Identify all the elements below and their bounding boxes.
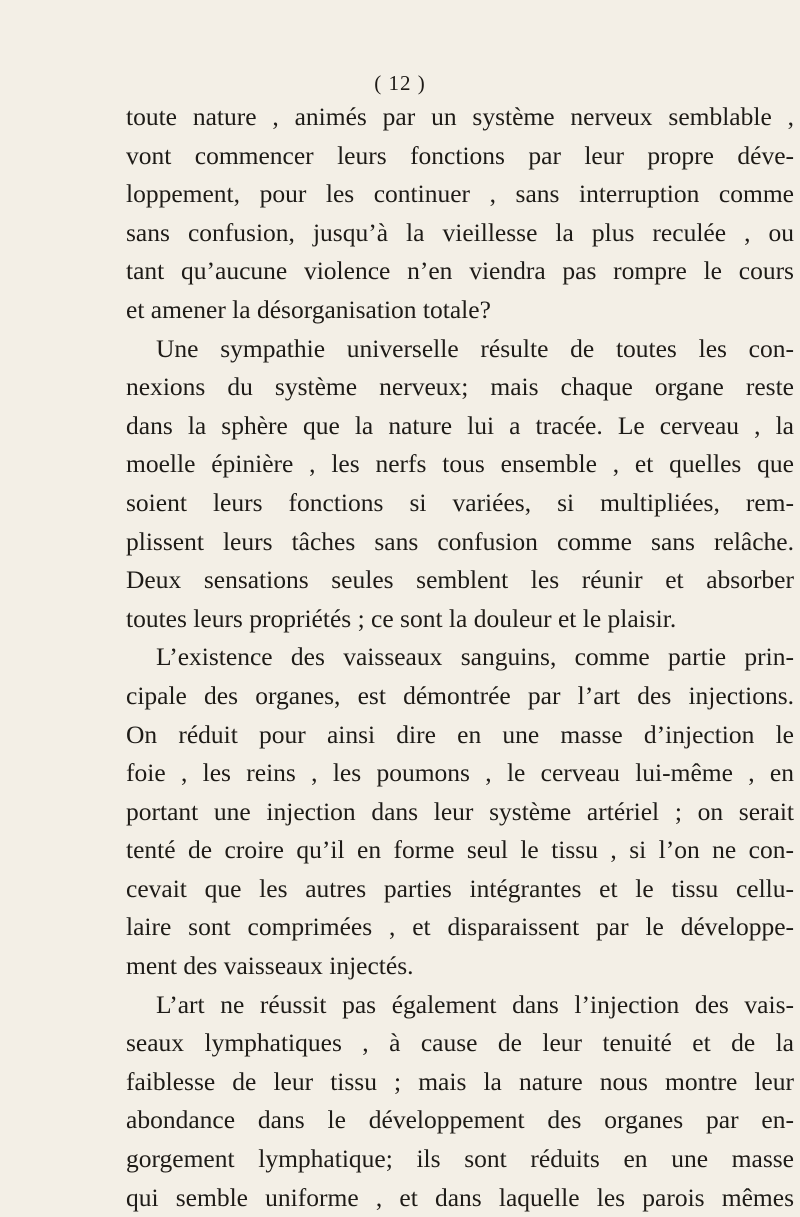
- page-number: ( 12 ): [374, 71, 426, 95]
- text-line: soient leurs fonctions si variées, si multipliées, rem-: [126, 487, 794, 517]
- text-line: portant une injection dans leur système artériel ; on serait: [126, 796, 794, 826]
- text-line: qui semble uniforme , et dans laquelle les parois mêmes: [126, 1182, 794, 1212]
- text-line: nexions du système nerveux; mais chaque organe reste: [126, 372, 794, 402]
- text-line: tenté de croire qu’il en forme seul le tissu , si l’on ne con-: [126, 835, 794, 865]
- text-line: moelle épinière , les nerfs tous ensemble , et quelles que: [126, 449, 794, 479]
- text-line: On réduit pour ainsi dire en une masse d’injection le: [126, 719, 794, 749]
- text-line: faiblesse de leur tissu ; mais la nature nous montre leur: [126, 1066, 794, 1096]
- text-line: et amener la désorganisation totale?: [126, 294, 491, 324]
- text-line: seaux lymphatiques , à cause de leur tenuité et de la: [126, 1028, 794, 1058]
- text-line: laire sont comprimées , et disparaissent par le développe-: [126, 912, 794, 942]
- text-line: plissent leurs tâches sans confusion comme sans relâche.: [126, 526, 794, 556]
- text-line: foie , les reins , les poumons , le cerveau lui-même , en: [126, 758, 794, 788]
- body-text: [126, 98, 794, 1217]
- text-line: toutes leurs propriétés ; ce sont la douleur et le plaisir.: [126, 603, 677, 633]
- text-line: sans confusion, jusqu’à la vieillesse la plus reculée , ou: [126, 217, 794, 247]
- text-line: toute nature , animés par un système nerveux semblable ,: [126, 102, 794, 131]
- text-line: ment des vaisseaux injectés.: [126, 951, 414, 981]
- text-line: L’existence des vaisseaux sanguins, comme partie prin-: [156, 642, 794, 672]
- text-line: L’art ne réussit pas également dans l’injection des vais-: [156, 989, 794, 1019]
- text-line: abondance dans le développement des organes par en-: [126, 1105, 794, 1135]
- text-line: tant qu’aucune violence n’en viendra pas rompre le cours: [126, 256, 794, 286]
- text-line: Deux sensations seules semblent les réunir et absorber: [126, 565, 794, 595]
- text-line: cevait que les autres parties intégrantes et le tissu cellu-: [126, 873, 794, 903]
- text-line: Une sympathie universelle résulte de toutes les con-: [156, 333, 794, 363]
- text-line: cipale des organes, est démontrée par l’art des injections.: [126, 680, 794, 710]
- text-line: gorgement lymphatique; ils sont réduits en une masse: [126, 1144, 794, 1174]
- text-line: dans la sphère que la nature lui a tracée. Le cerveau , la: [126, 410, 794, 440]
- text-line: vont commencer leurs fonctions par leur propre déve-: [126, 140, 794, 170]
- text-line: loppement, pour les continuer , sans interruption comme: [126, 179, 794, 209]
